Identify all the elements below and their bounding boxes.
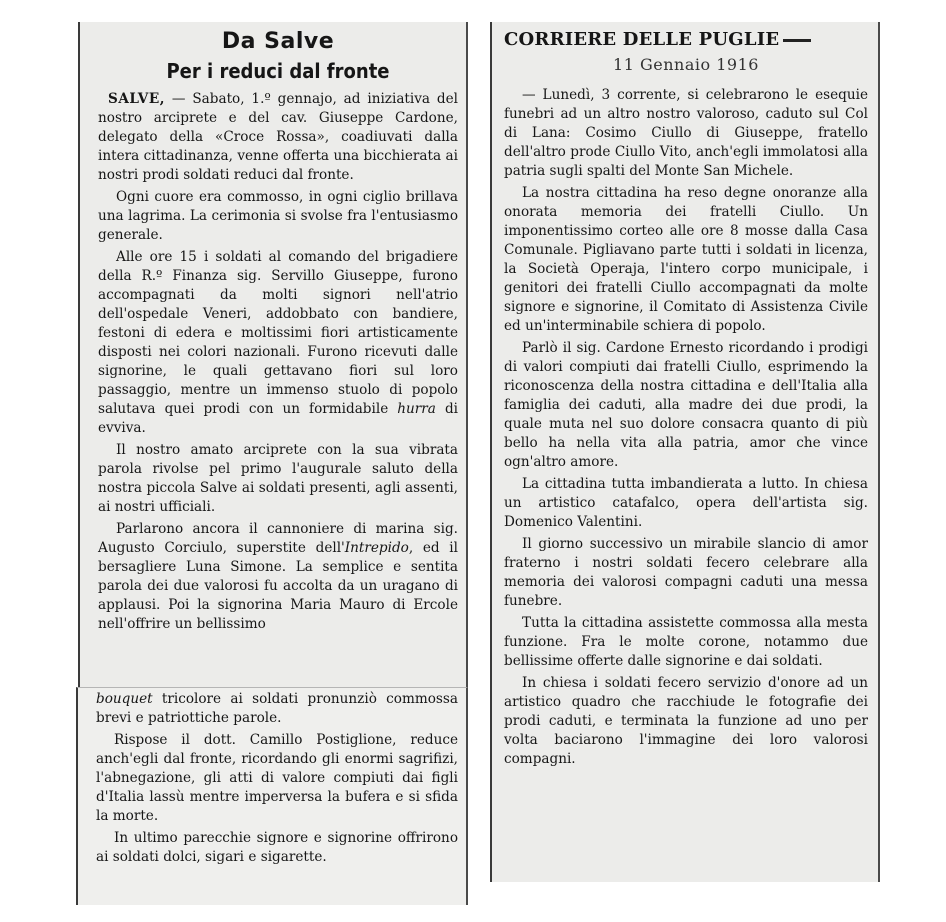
article-paragraph: Parlarono ancora il cannoniere di marina sig. Augusto Corciulo, superstite dell'Intrepido, ed il bersagliere Luna Simone. La semplice e sentita parola dei due valorosi fu accolta da un uragano di applausi. Poi la signorina Maria Mauro di Ercole nell'offrire un bellissimo bbox=[98, 521, 459, 632]
article-paragraph: In chiesa i soldati fecero servizio d'onore ad un artistico quadro che racchiude le fotografie dei prodi caduti, e terminata la funzione ad uno per volta baciarono l'immagine dei loro valorosi compagni. bbox=[504, 675, 868, 767]
right-article-clipping bbox=[490, 22, 880, 882]
italic-word: bouquet bbox=[96, 691, 153, 707]
article-dateline: 11 Gennaio 1916 bbox=[613, 55, 759, 74]
italic-word: hurra bbox=[397, 401, 436, 417]
article-paragraph: Alle ore 15 i soldati al comando del brigadiere della R.º Finanza sig. Servillo Giuseppe, furono accompagnati da molti signori nell'atrio dell'ospedale Veneri, addobbato con bandiere, festoni di edera e moltissimi fiori artisticamente disposti nei colori nazionali. Furono ricevuti dalle signorine, le quali gettavano fiori sul loro passaggio, mentre un immenso stuolo di popolo salutava quei prodi con un formidabile hurra di evviva. bbox=[98, 249, 459, 436]
article-paragraph: Il nostro amato arciprete con la sua vibrata parola rivolse pel primo l'augurale saluto della nostra piccola Salve ai soldati presenti, agli assenti, ai nostri ufficiali. bbox=[98, 442, 458, 515]
newspaper-masthead: CORRIERE DELLE PUGLIE bbox=[504, 28, 868, 52]
left-article-clipping bbox=[78, 22, 468, 687]
article-paragraph: Ogni cuore era commosso, in ogni ciglio brillava una lagrima. La cerimonia si svolse fra l'entusiasmo generale. bbox=[98, 189, 458, 243]
article-paragraph: bouquet tricolore ai soldati pronunziò commossa brevi e patriottiche parole. bbox=[96, 691, 458, 726]
article-paragraph: Tutta la cittadina assistette commossa alla mesta funzione. Fra le molte corone, notammo due bellissime offerte dalle signorine e dai soldati. bbox=[504, 615, 868, 669]
left-article-clipping-continued bbox=[76, 687, 468, 905]
article-paragraph: La cittadina tutta imbandierata a lutto. In chiesa un artistico catafalco, opera dell'artista sig. Domenico Valentini. bbox=[504, 476, 868, 530]
article-subheadline: Per i reduci dal fronte bbox=[166, 59, 390, 83]
article-paragraph: Il giorno successivo un mirabile slancio di amor fraterno i nostri soldati fecero celebrare alla memoria dei valorosi compagni caduti una messa funebre. bbox=[504, 536, 868, 609]
article-paragraph: Rispose il dott. Camillo Postiglione, reduce anch'egli dal fronte, ricordando gli enormi sagrifizi, l'abnegazione, gli atti di valore compiuti dai figli d'Italia lassù mentre imperversa la bufera e si sfida la morte. bbox=[96, 732, 458, 824]
article-paragraph: In ultimo parecchie signore e signorine offrirono ai soldati dolci, sigari e sigarette. bbox=[96, 830, 458, 865]
article-paragraph: La nostra cittadina ha reso degne onoranze alla onorata memoria dei fratelli Ciullo. Un imponentissimo corteo alle ore 8 mosse dalla Casa Comunale. Pigliavano parte tutti i soldati in licenza, la Società Operaja, l'intero corpo municipale, i genitori dei fratelli Ciullo accompagnati da molte signore e signorine, il Comitato di Assistenza Civile ed un'interminabile schiera di popolo. bbox=[504, 185, 868, 334]
article-paragraph: SALVE, — Sabato, 1.º gennajo, ad iniziativa del nostro arciprete e del cav. Giuseppe Cardone, delegato della «Croce Rossa», coadiuvati dalla intera cittadinanza, venne offerta una bicchierata ai nostri prodi soldati reduci dal fronte. bbox=[98, 91, 459, 183]
italic-word: Intrepido bbox=[344, 540, 409, 556]
article-headline: Da Salve bbox=[221, 29, 335, 54]
masthead-rule bbox=[783, 39, 811, 42]
article-paragraph: — Lunedì, 3 corrente, si celebrarono le esequie funebri ad un altro nostro valoroso, caduto sul Col di Lana: Cosimo Ciullo di Giuseppe, fratello dell'altro prode Ciullo Vito, anch'egli immolatosi alla patria sugli spalti del Monte San Michele. bbox=[504, 87, 868, 179]
lead-word: SALVE, bbox=[108, 91, 165, 107]
article-paragraph: Parlò il sig. Cardone Ernesto ricordando i prodigi di valori compiuti dai fratelli Ciullo, esprimendo la riconoscenza della nostra cittadina e dell'Italia alla famiglia dei caduti, alla madre dei due prodi, la quale muta nel suo dolore consacra quanto di più bello ha nella vita alla patria, amor che vince ogn'altro amore. bbox=[504, 340, 868, 470]
